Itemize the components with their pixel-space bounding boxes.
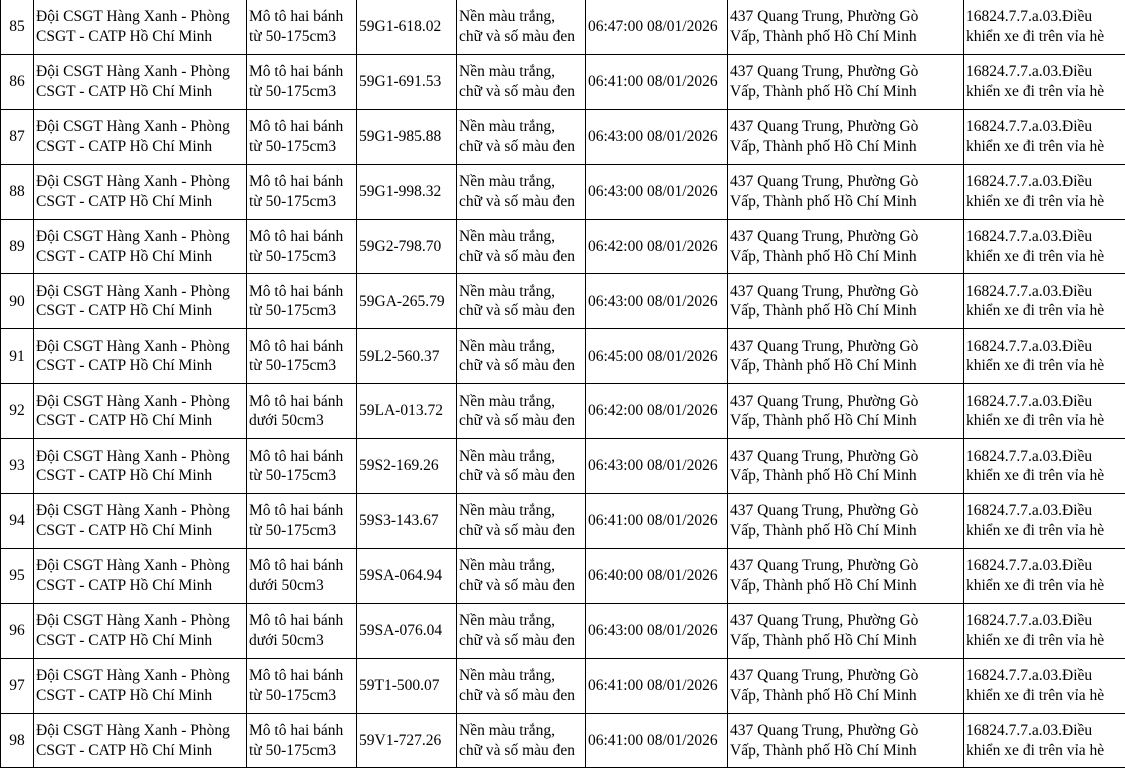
cell-plate-color-line: chữ và số màu đen	[459, 82, 583, 102]
cell-unit-line: CSGT - CATP Hồ Chí Minh	[36, 356, 244, 376]
cell-violation-code	[964, 603, 1125, 658]
cell-index: 94	[1, 494, 34, 549]
cell-unit-line: Đội CSGT Hàng Xanh - Phòng	[36, 666, 244, 686]
cell-violation-time: 06:42:00 08/01/2026	[586, 384, 728, 439]
cell-plate-color	[457, 439, 586, 494]
cell-plate-color	[457, 658, 586, 713]
cell-unit-line: Đội CSGT Hàng Xanh - Phòng	[36, 7, 244, 27]
cell-location	[728, 603, 964, 658]
cell-vehicle-type-line: Mô tô hai bánh	[249, 7, 354, 27]
cell-violation-code-line: khiển xe đi trên vỉa hè	[966, 631, 1123, 651]
cell-plate-color-line: Nền màu trắng,	[459, 556, 583, 576]
cell-violation-code	[964, 658, 1125, 713]
cell-violation-code-line: 16824.7.7.a.03.Điều	[966, 227, 1123, 247]
cell-plate-color-line: chữ và số màu đen	[459, 741, 583, 761]
cell-unit-line: Đội CSGT Hàng Xanh - Phòng	[36, 501, 244, 521]
cell-violation-code	[964, 219, 1125, 274]
cell-unit-line: Đội CSGT Hàng Xanh - Phòng	[36, 611, 244, 631]
cell-vehicle-type-line: từ 50-175cm3	[249, 741, 354, 761]
cell-violation-code	[964, 109, 1125, 164]
cell-plate-color-line: chữ và số màu đen	[459, 247, 583, 267]
cell-location-line: Vấp, Thành phố Hồ Chí Minh	[730, 247, 961, 267]
table-body	[1, 0, 1125, 768]
table-row	[1, 548, 1125, 603]
cell-vehicle-type-line: từ 50-175cm3	[249, 521, 354, 541]
cell-violation-code-line: 16824.7.7.a.03.Điều	[966, 666, 1123, 686]
cell-location-line: 437 Quang Trung, Phường Gò	[730, 117, 961, 137]
cell-plate-color-line: Nền màu trắng,	[459, 721, 583, 741]
cell-unit	[34, 494, 247, 549]
cell-plate-color-line: Nền màu trắng,	[459, 611, 583, 631]
cell-violation-time: 06:41:00 08/01/2026	[586, 54, 728, 109]
cell-location-line: 437 Quang Trung, Phường Gò	[730, 611, 961, 631]
cell-unit	[34, 603, 247, 658]
cell-violation-time: 06:41:00 08/01/2026	[586, 658, 728, 713]
cell-index: 98	[1, 713, 34, 768]
cell-vehicle-type-line: Mô tô hai bánh	[249, 227, 354, 247]
cell-vehicle-type	[247, 54, 357, 109]
cell-vehicle-type-line: Mô tô hai bánh	[249, 337, 354, 357]
cell-violation-code	[964, 274, 1125, 329]
cell-unit-line: Đội CSGT Hàng Xanh - Phòng	[36, 556, 244, 576]
cell-location-line: 437 Quang Trung, Phường Gò	[730, 392, 961, 412]
table-row	[1, 0, 1125, 54]
cell-license-plate: 59V1-727.26	[357, 713, 457, 768]
cell-location-line: Vấp, Thành phố Hồ Chí Minh	[730, 466, 961, 486]
cell-vehicle-type	[247, 329, 357, 384]
cell-violation-code-line: 16824.7.7.a.03.Điều	[966, 392, 1123, 412]
cell-vehicle-type-line: từ 50-175cm3	[249, 137, 354, 157]
cell-location-line: Vấp, Thành phố Hồ Chí Minh	[730, 27, 961, 47]
cell-violation-code-line: 16824.7.7.a.03.Điều	[966, 7, 1123, 27]
cell-unit	[34, 384, 247, 439]
table-row	[1, 603, 1125, 658]
cell-license-plate: 59G1-985.88	[357, 109, 457, 164]
cell-vehicle-type	[247, 0, 357, 54]
cell-license-plate: 59G2-798.70	[357, 219, 457, 274]
cell-vehicle-type-line: Mô tô hai bánh	[249, 611, 354, 631]
table-row	[1, 439, 1125, 494]
table-row	[1, 274, 1125, 329]
cell-violation-time: 06:43:00 08/01/2026	[586, 164, 728, 219]
cell-violation-code-line: 16824.7.7.a.03.Điều	[966, 611, 1123, 631]
table-row	[1, 494, 1125, 549]
cell-location-line: 437 Quang Trung, Phường Gò	[730, 556, 961, 576]
cell-unit-line: Đội CSGT Hàng Xanh - Phòng	[36, 282, 244, 302]
cell-violation-code-line: 16824.7.7.a.03.Điều	[966, 447, 1123, 467]
cell-plate-color	[457, 384, 586, 439]
cell-violation-code-line: 16824.7.7.a.03.Điều	[966, 501, 1123, 521]
cell-violation-time: 06:45:00 08/01/2026	[586, 329, 728, 384]
cell-plate-color	[457, 494, 586, 549]
cell-plate-color-line: chữ và số màu đen	[459, 521, 583, 541]
cell-license-plate: 59S3-143.67	[357, 494, 457, 549]
cell-location	[728, 0, 964, 54]
cell-index: 92	[1, 384, 34, 439]
cell-index: 90	[1, 274, 34, 329]
cell-location-line: 437 Quang Trung, Phường Gò	[730, 666, 961, 686]
cell-vehicle-type	[247, 548, 357, 603]
cell-location-line: 437 Quang Trung, Phường Gò	[730, 447, 961, 467]
cell-vehicle-type	[247, 274, 357, 329]
cell-vehicle-type-line: từ 50-175cm3	[249, 247, 354, 267]
cell-unit-line: CSGT - CATP Hồ Chí Minh	[36, 631, 244, 651]
cell-unit-line: CSGT - CATP Hồ Chí Minh	[36, 521, 244, 541]
cell-vehicle-type	[247, 658, 357, 713]
cell-violation-time: 06:47:00 08/01/2026	[586, 0, 728, 54]
cell-unit-line: CSGT - CATP Hồ Chí Minh	[36, 576, 244, 596]
cell-plate-color-line: Nền màu trắng,	[459, 501, 583, 521]
cell-plate-color-line: chữ và số màu đen	[459, 27, 583, 47]
cell-location	[728, 329, 964, 384]
cell-index: 93	[1, 439, 34, 494]
cell-unit-line: Đội CSGT Hàng Xanh - Phòng	[36, 447, 244, 467]
cell-plate-color-line: Nền màu trắng,	[459, 392, 583, 412]
cell-vehicle-type	[247, 384, 357, 439]
cell-plate-color-line: Nền màu trắng,	[459, 447, 583, 467]
cell-violation-time: 06:41:00 08/01/2026	[586, 713, 728, 768]
cell-location	[728, 658, 964, 713]
cell-plate-color	[457, 164, 586, 219]
cell-unit-line: Đội CSGT Hàng Xanh - Phòng	[36, 392, 244, 412]
cell-violation-code-line: khiển xe đi trên vỉa hè	[966, 192, 1123, 212]
cell-unit	[34, 658, 247, 713]
cell-vehicle-type-line: từ 50-175cm3	[249, 466, 354, 486]
cell-violation-code	[964, 439, 1125, 494]
cell-violation-code	[964, 548, 1125, 603]
cell-plate-color-line: Nền màu trắng,	[459, 227, 583, 247]
cell-plate-color-line: Nền màu trắng,	[459, 282, 583, 302]
cell-location-line: 437 Quang Trung, Phường Gò	[730, 227, 961, 247]
cell-vehicle-type-line: Mô tô hai bánh	[249, 62, 354, 82]
cell-location-line: Vấp, Thành phố Hồ Chí Minh	[730, 356, 961, 376]
cell-plate-color-line: chữ và số màu đen	[459, 576, 583, 596]
cell-unit-line: CSGT - CATP Hồ Chí Minh	[36, 411, 244, 431]
cell-plate-color-line: chữ và số màu đen	[459, 466, 583, 486]
cell-plate-color	[457, 274, 586, 329]
cell-plate-color-line: chữ và số màu đen	[459, 137, 583, 157]
cell-index: 97	[1, 658, 34, 713]
cell-unit	[34, 0, 247, 54]
cell-unit	[34, 164, 247, 219]
cell-location-line: Vấp, Thành phố Hồ Chí Minh	[730, 521, 961, 541]
cell-violation-code	[964, 164, 1125, 219]
cell-plate-color-line: chữ và số màu đen	[459, 301, 583, 321]
cell-vehicle-type	[247, 109, 357, 164]
cell-plate-color	[457, 219, 586, 274]
cell-unit-line: CSGT - CATP Hồ Chí Minh	[36, 247, 244, 267]
cell-vehicle-type-line: Mô tô hai bánh	[249, 556, 354, 576]
table-row	[1, 713, 1125, 768]
cell-plate-color-line: Nền màu trắng,	[459, 666, 583, 686]
cell-violation-time: 06:42:00 08/01/2026	[586, 219, 728, 274]
cell-vehicle-type-line: Mô tô hai bánh	[249, 666, 354, 686]
cell-location-line: Vấp, Thành phố Hồ Chí Minh	[730, 82, 961, 102]
cell-location-line: Vấp, Thành phố Hồ Chí Minh	[730, 411, 961, 431]
cell-location	[728, 548, 964, 603]
cell-location	[728, 494, 964, 549]
cell-unit	[34, 548, 247, 603]
cell-location	[728, 384, 964, 439]
cell-location-line: 437 Quang Trung, Phường Gò	[730, 7, 961, 27]
table-row	[1, 219, 1125, 274]
cell-index: 88	[1, 164, 34, 219]
cell-violation-code	[964, 494, 1125, 549]
cell-unit-line: CSGT - CATP Hồ Chí Minh	[36, 192, 244, 212]
cell-plate-color-line: chữ và số màu đen	[459, 686, 583, 706]
cell-unit-line: Đội CSGT Hàng Xanh - Phòng	[36, 62, 244, 82]
cell-unit-line: CSGT - CATP Hồ Chí Minh	[36, 27, 244, 47]
cell-violation-time: 06:43:00 08/01/2026	[586, 603, 728, 658]
cell-index: 96	[1, 603, 34, 658]
cell-vehicle-type-line: từ 50-175cm3	[249, 301, 354, 321]
cell-index: 87	[1, 109, 34, 164]
cell-unit-line: CSGT - CATP Hồ Chí Minh	[36, 686, 244, 706]
cell-plate-color-line: Nền màu trắng,	[459, 7, 583, 27]
cell-location	[728, 439, 964, 494]
cell-license-plate: 59L2-560.37	[357, 329, 457, 384]
cell-vehicle-type-line: Mô tô hai bánh	[249, 172, 354, 192]
cell-violation-code-line: 16824.7.7.a.03.Điều	[966, 721, 1123, 741]
cell-index: 86	[1, 54, 34, 109]
cell-plate-color-line: chữ và số màu đen	[459, 631, 583, 651]
cell-violation-code-line: khiển xe đi trên vỉa hè	[966, 686, 1123, 706]
cell-vehicle-type-line: Mô tô hai bánh	[249, 117, 354, 137]
cell-violation-code-line: khiển xe đi trên vỉa hè	[966, 741, 1123, 761]
cell-violation-code-line: khiển xe đi trên vỉa hè	[966, 137, 1123, 157]
cell-plate-color	[457, 713, 586, 768]
cell-vehicle-type-line: dưới 50cm3	[249, 411, 354, 431]
cell-unit	[34, 713, 247, 768]
cell-plate-color-line: Nền màu trắng,	[459, 172, 583, 192]
cell-unit	[34, 109, 247, 164]
cell-vehicle-type	[247, 603, 357, 658]
cell-vehicle-type	[247, 164, 357, 219]
cell-location-line: 437 Quang Trung, Phường Gò	[730, 282, 961, 302]
cell-index: 91	[1, 329, 34, 384]
cell-license-plate: 59G1-691.53	[357, 54, 457, 109]
cell-vehicle-type	[247, 713, 357, 768]
cell-location	[728, 164, 964, 219]
table-row	[1, 54, 1125, 109]
cell-license-plate: 59S2-169.26	[357, 439, 457, 494]
cell-unit-line: CSGT - CATP Hồ Chí Minh	[36, 301, 244, 321]
cell-location-line: Vấp, Thành phố Hồ Chí Minh	[730, 137, 961, 157]
cell-unit	[34, 439, 247, 494]
cell-unit-line: CSGT - CATP Hồ Chí Minh	[36, 137, 244, 157]
cell-violation-code-line: khiển xe đi trên vỉa hè	[966, 27, 1123, 47]
cell-violation-code-line: khiển xe đi trên vỉa hè	[966, 521, 1123, 541]
cell-location-line: Vấp, Thành phố Hồ Chí Minh	[730, 686, 961, 706]
cell-vehicle-type-line: dưới 50cm3	[249, 576, 354, 596]
cell-plate-color-line: Nền màu trắng,	[459, 62, 583, 82]
cell-location	[728, 54, 964, 109]
cell-unit-line: CSGT - CATP Hồ Chí Minh	[36, 82, 244, 102]
cell-vehicle-type-line: từ 50-175cm3	[249, 686, 354, 706]
cell-violation-code-line: 16824.7.7.a.03.Điều	[966, 62, 1123, 82]
cell-violation-code-line: 16824.7.7.a.03.Điều	[966, 117, 1123, 137]
cell-violation-code-line: 16824.7.7.a.03.Điều	[966, 556, 1123, 576]
cell-license-plate: 59G1-618.02	[357, 0, 457, 54]
cell-violation-code-line: khiển xe đi trên vỉa hè	[966, 356, 1123, 376]
cell-vehicle-type-line: dưới 50cm3	[249, 631, 354, 651]
cell-plate-color-line: Nền màu trắng,	[459, 337, 583, 357]
cell-location-line: 437 Quang Trung, Phường Gò	[730, 337, 961, 357]
cell-unit	[34, 219, 247, 274]
cell-violation-time: 06:43:00 08/01/2026	[586, 274, 728, 329]
cell-plate-color-line: chữ và số màu đen	[459, 356, 583, 376]
cell-vehicle-type-line: từ 50-175cm3	[249, 192, 354, 212]
cell-license-plate: 59LA-013.72	[357, 384, 457, 439]
cell-unit-line: Đội CSGT Hàng Xanh - Phòng	[36, 721, 244, 741]
cell-violation-code-line: khiển xe đi trên vỉa hè	[966, 82, 1123, 102]
cell-violation-code-line: 16824.7.7.a.03.Điều	[966, 172, 1123, 192]
cell-location	[728, 219, 964, 274]
cell-plate-color-line: chữ và số màu đen	[459, 192, 583, 212]
cell-license-plate: 59SA-076.04	[357, 603, 457, 658]
cell-location-line: 437 Quang Trung, Phường Gò	[730, 501, 961, 521]
cell-unit-line: Đội CSGT Hàng Xanh - Phòng	[36, 172, 244, 192]
cell-index: 89	[1, 219, 34, 274]
table-row	[1, 164, 1125, 219]
cell-vehicle-type	[247, 439, 357, 494]
cell-vehicle-type-line: từ 50-175cm3	[249, 356, 354, 376]
cell-violation-time: 06:41:00 08/01/2026	[586, 494, 728, 549]
cell-location-line: Vấp, Thành phố Hồ Chí Minh	[730, 192, 961, 212]
cell-license-plate: 59SA-064.94	[357, 548, 457, 603]
cell-violation-code-line: khiển xe đi trên vỉa hè	[966, 576, 1123, 596]
cell-vehicle-type	[247, 219, 357, 274]
cell-location-line: 437 Quang Trung, Phường Gò	[730, 62, 961, 82]
cell-index: 85	[1, 0, 34, 54]
cell-location	[728, 109, 964, 164]
cell-unit	[34, 329, 247, 384]
cell-plate-color	[457, 0, 586, 54]
cell-location-line: Vấp, Thành phố Hồ Chí Minh	[730, 576, 961, 596]
cell-unit-line: Đội CSGT Hàng Xanh - Phòng	[36, 117, 244, 137]
cell-plate-color-line: Nền màu trắng,	[459, 117, 583, 137]
cell-violation-code-line: khiển xe đi trên vỉa hè	[966, 466, 1123, 486]
cell-location-line: Vấp, Thành phố Hồ Chí Minh	[730, 631, 961, 651]
cell-vehicle-type-line: Mô tô hai bánh	[249, 447, 354, 467]
cell-plate-color-line: chữ và số màu đen	[459, 411, 583, 431]
cell-vehicle-type-line: Mô tô hai bánh	[249, 392, 354, 412]
cell-location-line: 437 Quang Trung, Phường Gò	[730, 172, 961, 192]
cell-location	[728, 274, 964, 329]
cell-unit	[34, 274, 247, 329]
table-row	[1, 658, 1125, 713]
table-row	[1, 384, 1125, 439]
cell-violation-code-line: khiển xe đi trên vỉa hè	[966, 411, 1123, 431]
cell-violation-code-line: 16824.7.7.a.03.Điều	[966, 282, 1123, 302]
cell-violation-code-line: 16824.7.7.a.03.Điều	[966, 337, 1123, 357]
cell-license-plate: 59T1-500.07	[357, 658, 457, 713]
cell-location-line: 437 Quang Trung, Phường Gò	[730, 721, 961, 741]
table-row	[1, 109, 1125, 164]
cell-location-line: Vấp, Thành phố Hồ Chí Minh	[730, 301, 961, 321]
table-row	[1, 329, 1125, 384]
cell-plate-color	[457, 548, 586, 603]
cell-location-line: Vấp, Thành phố Hồ Chí Minh	[730, 741, 961, 761]
cell-plate-color	[457, 54, 586, 109]
cell-unit-line: Đội CSGT Hàng Xanh - Phòng	[36, 227, 244, 247]
cell-violation-code	[964, 713, 1125, 768]
cell-vehicle-type-line: Mô tô hai bánh	[249, 501, 354, 521]
cell-unit-line: CSGT - CATP Hồ Chí Minh	[36, 741, 244, 761]
cell-unit	[34, 54, 247, 109]
cell-vehicle-type	[247, 494, 357, 549]
cell-vehicle-type-line: từ 50-175cm3	[249, 82, 354, 102]
cell-plate-color	[457, 109, 586, 164]
cell-violation-time: 06:43:00 08/01/2026	[586, 109, 728, 164]
cell-violation-code-line: khiển xe đi trên vỉa hè	[966, 301, 1123, 321]
cell-vehicle-type-line: Mô tô hai bánh	[249, 721, 354, 741]
cell-violation-time: 06:43:00 08/01/2026	[586, 439, 728, 494]
cell-violation-code	[964, 0, 1125, 54]
cell-vehicle-type-line: Mô tô hai bánh	[249, 282, 354, 302]
cell-unit-line: Đội CSGT Hàng Xanh - Phòng	[36, 337, 244, 357]
cell-location	[728, 713, 964, 768]
cell-unit-line: CSGT - CATP Hồ Chí Minh	[36, 466, 244, 486]
cell-index: 95	[1, 548, 34, 603]
cell-violation-code	[964, 54, 1125, 109]
cell-violation-code-line: khiển xe đi trên vỉa hè	[966, 247, 1123, 267]
cell-violation-time: 06:40:00 08/01/2026	[586, 548, 728, 603]
cell-violation-code	[964, 329, 1125, 384]
cell-plate-color	[457, 329, 586, 384]
cell-license-plate: 59GA-265.79	[357, 274, 457, 329]
cell-license-plate: 59G1-998.32	[357, 164, 457, 219]
cell-violation-code	[964, 384, 1125, 439]
cell-vehicle-type-line: từ 50-175cm3	[249, 27, 354, 47]
cell-plate-color	[457, 603, 586, 658]
